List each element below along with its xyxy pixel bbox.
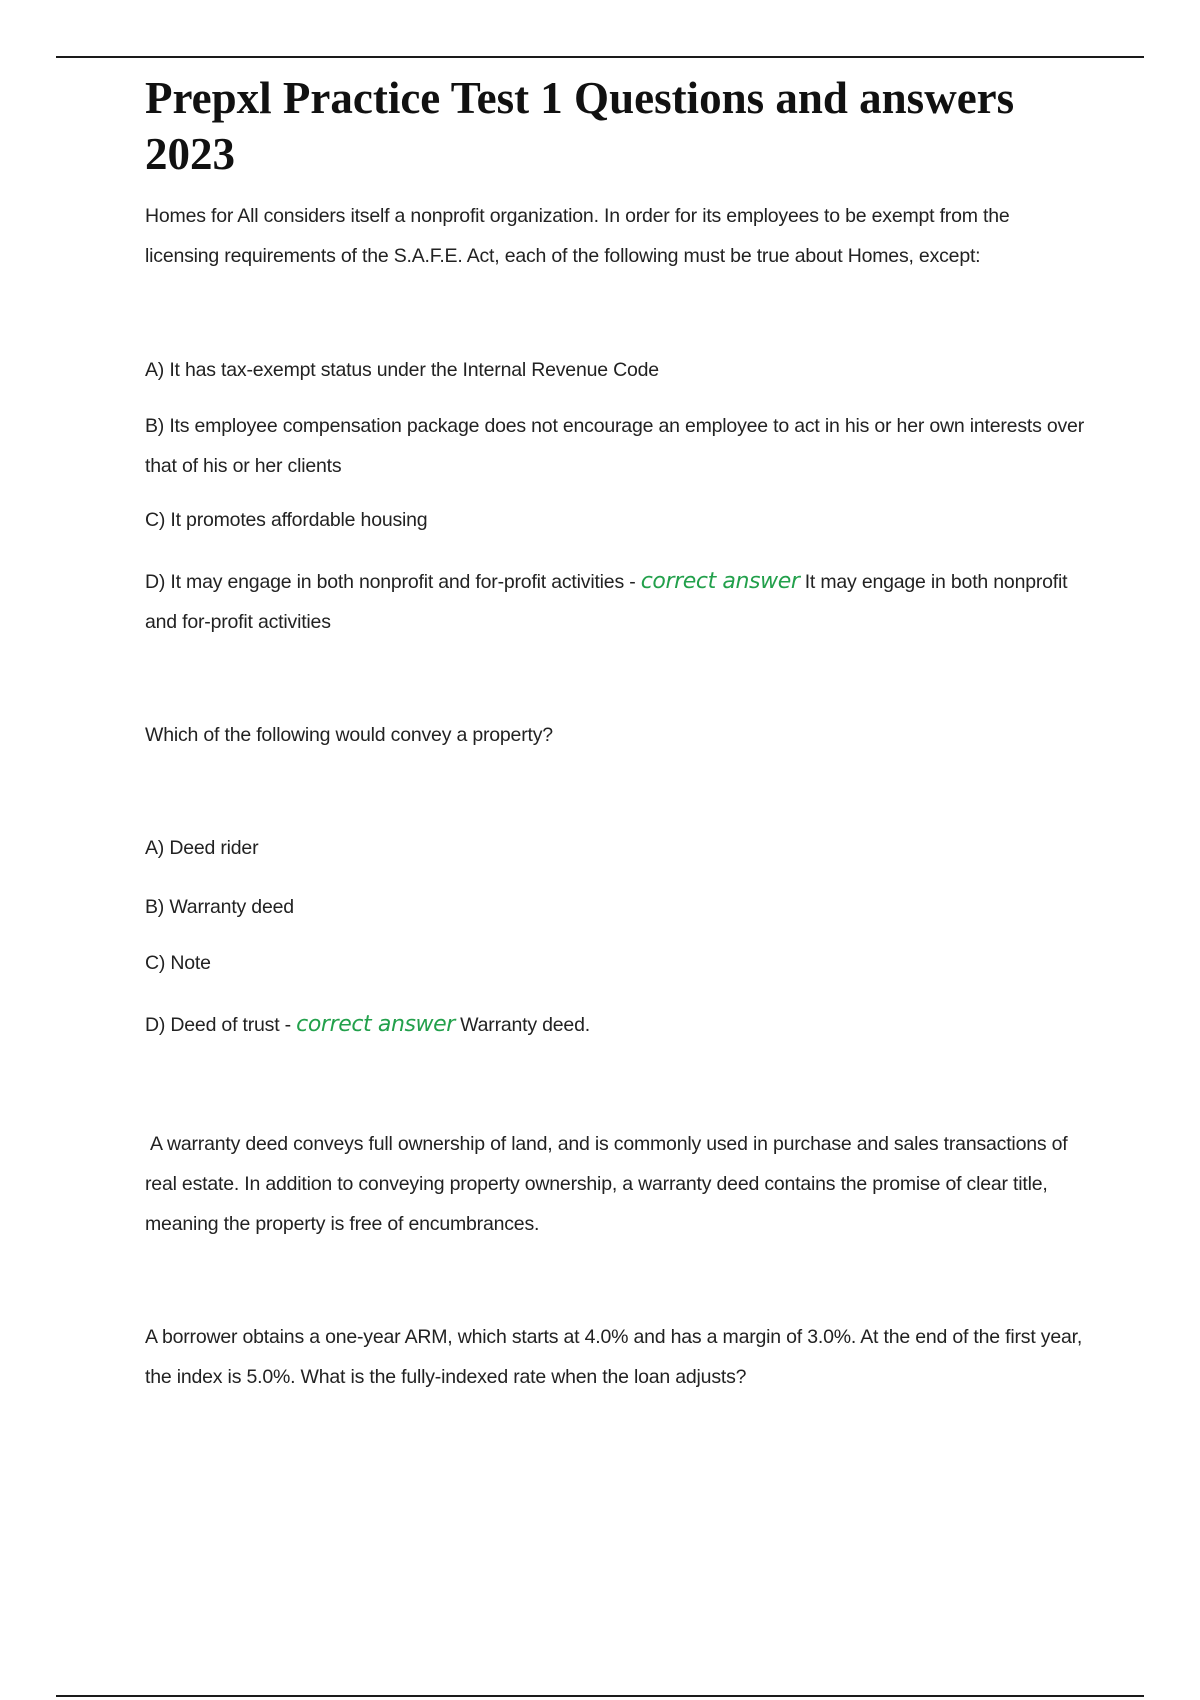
question-1-option-d-text: D) It may engage in both nonprofit and for-profit activities - (145, 571, 636, 593)
question-1-answer-text: It may engage in both nonprofit and for-profit activities (145, 571, 1068, 633)
question-1-prompt: Homes for All considers itself a nonprofit organization. In order for its employees to be exempt from the licensing requirements of the S.A.F.E. Act, each of the following must be true about Homes, except: (145, 205, 1010, 267)
question-2-option-a: A) Deed rider (145, 837, 259, 859)
bottom-rule (56, 1695, 1144, 1697)
question-3-prompt: A borrower obtains a one-year ARM, which starts at 4.0% and has a margin of 3.0%. At the end of the first year, the index is 5.0%. What is the fully-indexed rate when the loan adjusts? (145, 1326, 1083, 1388)
question-2-option-d (145, 1005, 1085, 1045)
question-2-prompt: Which of the following would convey a property? (145, 724, 553, 746)
question-2-explanation: A warranty deed conveys full ownership of land, and is commonly used in purchase and sales transactions of real estate. In addition to conveying property ownership, a warranty deed contains the promise of clear title, meaning the property is free of encumbrances. (145, 1133, 1068, 1235)
question-1-option-a: A) It has tax-exempt status under the Internal Revenue Code (145, 359, 659, 381)
question-2-answer-text: Warranty deed. (460, 1014, 590, 1036)
question-1-option-c: C) It promotes affordable housing (145, 509, 428, 531)
page-title: Prepxl Practice Test 1 Questions and answers 2023 (145, 73, 1015, 179)
question-2-option-c: C) Note (145, 952, 211, 974)
question-2-correct-label: correct answer (296, 1012, 455, 1037)
document-body (145, 70, 1085, 1397)
question-2-option-d-text: D) Deed of trust - (145, 1014, 291, 1036)
question-1-option-d (145, 562, 1085, 642)
question-2-option-b: B) Warranty deed (145, 896, 294, 918)
question-1-option-b: B) Its employee compensation package does not encourage an employee to act in his or her own interests over that of his or her clients (145, 415, 1084, 477)
top-rule (56, 56, 1144, 58)
question-1-correct-label: correct answer (640, 569, 800, 594)
